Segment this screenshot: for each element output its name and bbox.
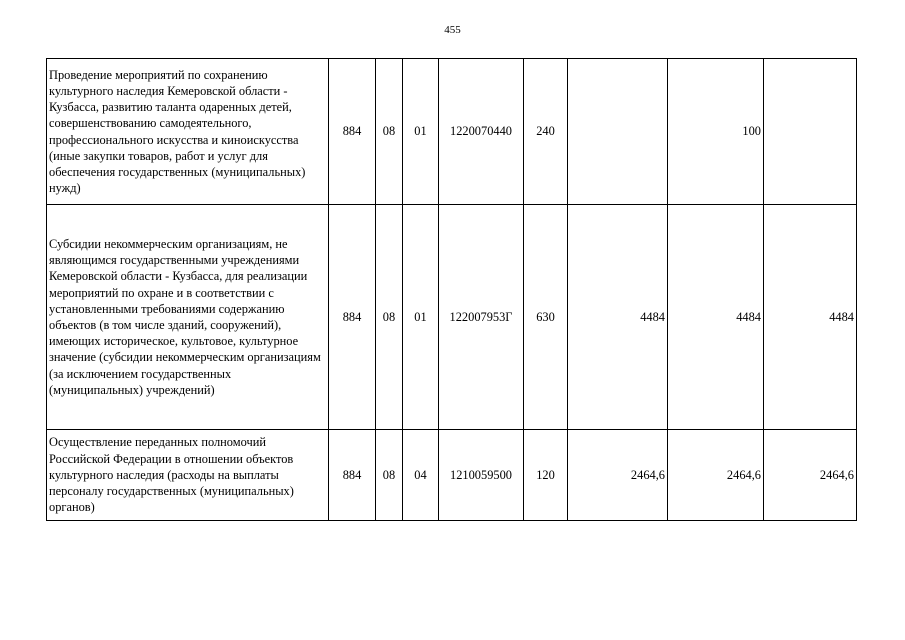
amount-3-cell: 4484 — [764, 205, 857, 430]
expense-name-cell: Субсидии некоммерческим организациям, не являющимся государственными учреждениями Кемеровской области - Кузбасса, для реализации мероприятий по охране и в соответствии с установленными требованиями содержанию объектов (в том числе зданий, сооружений), имеющих историческое, культовое, культурное значение (субсидии некоммерческим организациям (за исключением государственных (муниципальных) учреждений) — [47, 205, 329, 430]
ministry-code-cell: 884 — [329, 205, 376, 430]
section-code-cell: 08 — [376, 59, 403, 205]
table-row — [47, 205, 857, 430]
section-code-cell: 08 — [376, 430, 403, 521]
table-row — [47, 430, 857, 521]
amount-2-cell: 100 — [668, 59, 764, 205]
table-row — [47, 59, 857, 205]
amount-2-cell: 4484 — [668, 205, 764, 430]
expense-type-cell: 630 — [524, 205, 568, 430]
amount-2-cell: 2464,6 — [668, 430, 764, 521]
ministry-code-cell: 884 — [329, 59, 376, 205]
target-article-cell: 122007953Г — [439, 205, 524, 430]
amount-3-cell: 2464,6 — [764, 430, 857, 521]
amount-1-cell: 4484 — [568, 205, 668, 430]
expense-type-cell: 120 — [524, 430, 568, 521]
subsection-code-cell: 04 — [403, 430, 439, 521]
expense-type-cell: 240 — [524, 59, 568, 205]
ministry-code-cell: 884 — [329, 430, 376, 521]
amount-1-cell — [568, 59, 668, 205]
amount-3-cell — [764, 59, 857, 205]
page-number: 455 — [444, 24, 461, 36]
subsection-code-cell: 01 — [403, 59, 439, 205]
subsection-code-cell: 01 — [403, 205, 439, 430]
target-article-cell: 1220070440 — [439, 59, 524, 205]
expense-name-cell: Осуществление переданных полномочий Российской Федерации в отношении объектов культурного наследия (расходы на выплаты персоналу государственных (муниципальных) органов) — [47, 430, 329, 521]
expense-name-cell: Проведение мероприятий по сохранению культурного наследия Кемеровской области - Кузбасса, развитию таланта одаренных детей, совершенствованию самодеятельного, профессионального искусства и киноискусства (иные закупки товаров, работ и услуг для обеспечения государственных (муниципальных) нужд) — [47, 59, 329, 205]
budget-table — [46, 58, 857, 521]
target-article-cell: 1210059500 — [439, 430, 524, 521]
section-code-cell: 08 — [376, 205, 403, 430]
amount-1-cell: 2464,6 — [568, 430, 668, 521]
